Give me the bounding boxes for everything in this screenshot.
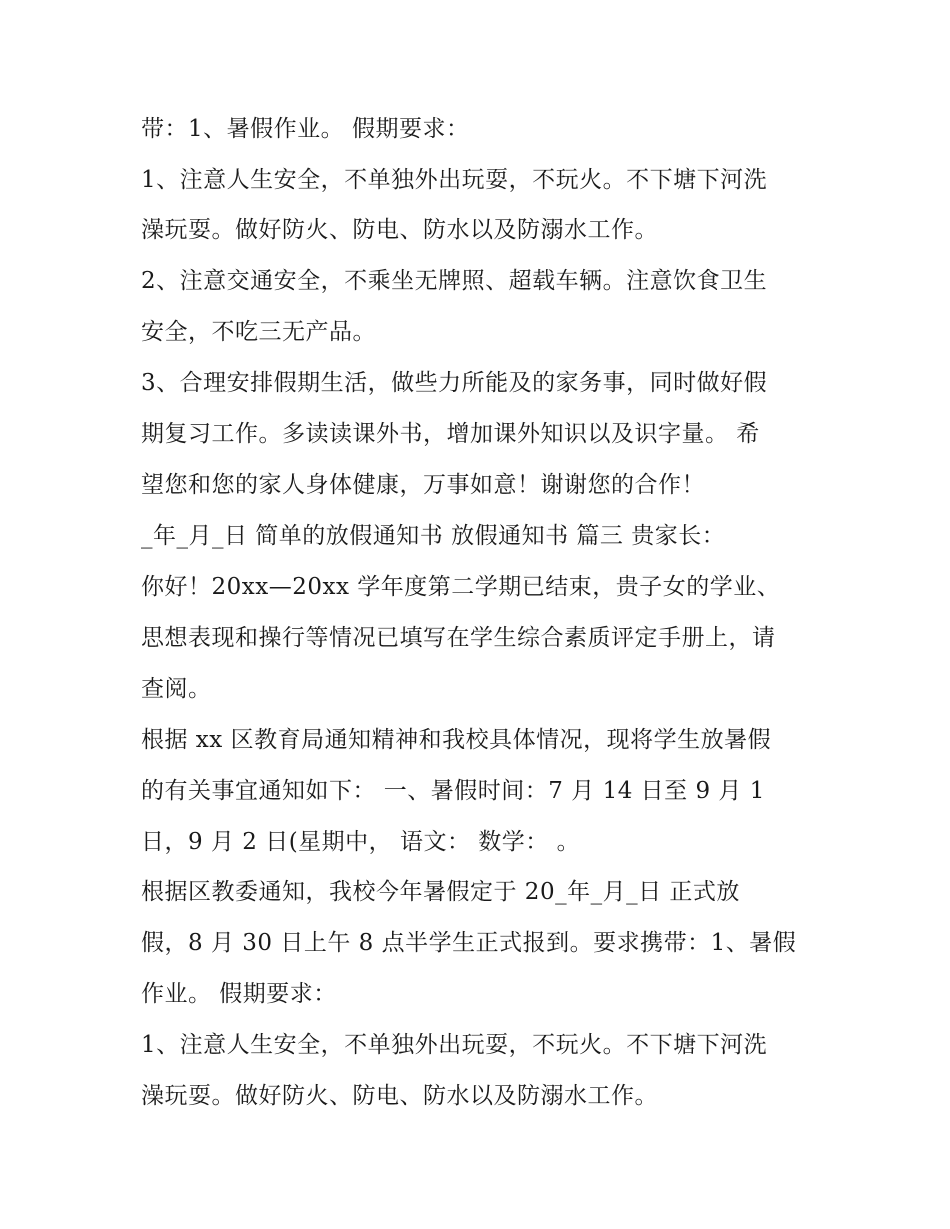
- text-line: 你好！20xx—20xx 学年度第二学期已结束，贵子女的学业、: [141, 574, 781, 600]
- text-line: 澡玩耍。做好防火、防电、防水以及防溺水工作。: [141, 217, 658, 243]
- text-line: 查阅。: [141, 676, 212, 702]
- text-line: 根据 xx 区教育局通知精神和我校具体情况，现将学生放暑假: [141, 727, 772, 753]
- text-line: 根据区教委通知，我校今年暑假定于 20_年_月_日 正式放: [141, 879, 740, 905]
- text-line: 1、注意人生安全，不单独外出玩耍，不玩火。不下塘下河洗: [141, 167, 768, 193]
- text-line: 假，8 月 30 日上午 8 点半学生正式报到。要求携带：1、暑假: [141, 930, 797, 956]
- text-line: 1、注意人生安全，不单独外出玩耍，不玩火。不下塘下河洗: [141, 1032, 768, 1058]
- text-line: 安全，不吃三无产品。: [141, 319, 376, 345]
- text-line: 期复习工作。多读读课外书，增加课外知识以及识字量。 希: [141, 421, 760, 447]
- text-line: 的有关事宜通知如下： 一、暑假时间：7 月 14 日至 9 月 1: [141, 778, 765, 804]
- text-line: 3、合理安排假期生活，做些力所能及的家务事，同时做好假: [141, 370, 768, 396]
- text-line: _年_月_日 简单的放假通知书 放假通知书 篇三 贵家长：: [141, 523, 726, 549]
- text-line: 带：1、暑假作业。 假期要求：: [141, 116, 470, 142]
- text-line: 2、注意交通安全，不乘坐无牌照、超载车辆。注意饮食卫生: [141, 268, 768, 294]
- text-line: 日，9 月 2 日(星期中， 语文： 数学： 。: [141, 829, 581, 855]
- text-line: 望您和您的家人身体健康，万事如意！谢谢您的合作！: [141, 472, 705, 498]
- text-line: 澡玩耍。做好防火、防电、防水以及防溺水工作。: [141, 1083, 658, 1109]
- text-line: 作业。 假期要求：: [141, 981, 337, 1007]
- text-line: 思想表现和操行等情况已填写在学生综合素质评定手册上，请: [141, 625, 776, 651]
